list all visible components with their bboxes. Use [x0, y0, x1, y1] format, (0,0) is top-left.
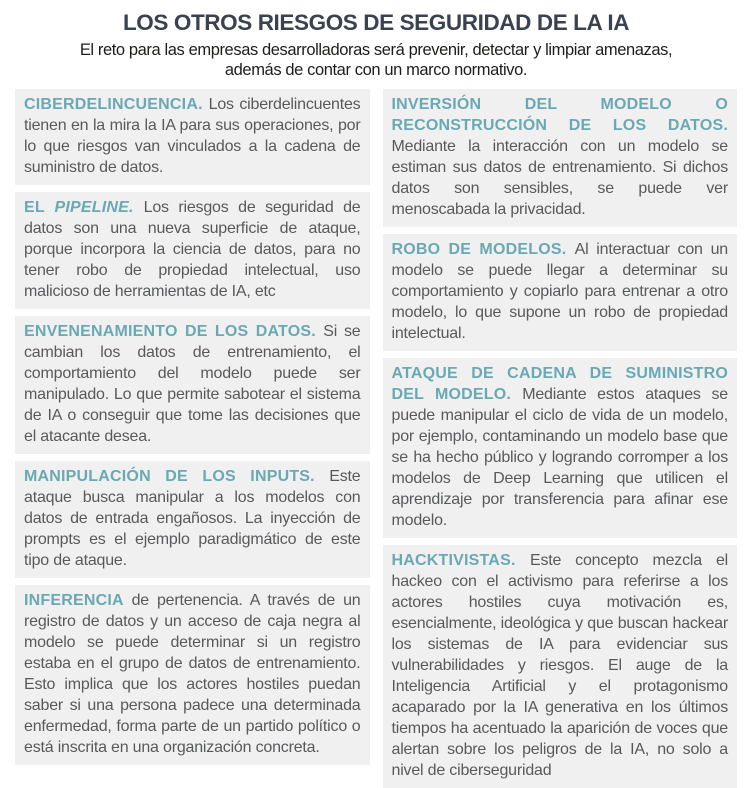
risk-text — [392, 550, 729, 781]
risk-heading: ENVENENAMIENTO DE LOS DATOS. — [24, 323, 324, 341]
risk-heading: ROBO DE MODELOS. — [391, 241, 575, 259]
risk-text — [24, 466, 361, 571]
risk-block-envenenamiento-datos — [15, 316, 370, 454]
risk-text — [24, 94, 361, 178]
risk-text — [392, 94, 729, 220]
risk-heading: EL — [24, 199, 55, 217]
risk-heading: CIBERDELINCUENCIA. — [24, 96, 209, 114]
risk-block-pipeline — [15, 192, 370, 309]
risk-block-hacktivistas — [383, 545, 738, 788]
subtitle-line-2: además de contar con un marco normativo. — [224, 61, 528, 79]
risk-text — [392, 363, 729, 531]
header — [15, 10, 737, 80]
risk-block-inferencia — [15, 585, 370, 765]
risk-heading: HACKTIVISTAS. — [391, 552, 530, 570]
risk-body: Los riesgos de seguridad de datos son una nueva superficie de ataque, porque incorpora la ciencia de datos, para no tener robo de propiedad intelectual, uso malicioso de herramientas de IA, etc — [24, 199, 361, 301]
risk-body: Los ciberdelincuentes tienen en la mira la IA para sus operaciones, por lo que riesgos van vinculados a la cadena de suministro de datos. — [24, 96, 361, 177]
risk-heading: MANIPULACIÓN DE LOS INPUTS. — [24, 468, 330, 486]
risk-body: Si se cambian los datos de entrenamiento, el comportamiento del modelo puede ser manipulado. Lo que permite sabotear el sistema de IA o conseguir que tome las decisiones que el atacante desea. — [24, 323, 361, 446]
subtitle-line-1: El reto para las empresas desarrolladoras será prevenir, detectar y limpiar amenazas, — [79, 40, 673, 59]
risk-heading: ATAQUE DE CADENA DE SUMINISTRO DEL MODELO. — [391, 365, 728, 404]
risk-body: Mediante estos ataques se puede manipular el ciclo de vida de un modelo, por ejemplo, contaminando un modelo base que se ha hecho público y logrando corromper a los modelos de Deep Learning que utilicen el aprendizaje por transferencia para afinar ese modelo. — [391, 386, 728, 530]
risk-body: de pertenencia. A través de un registro de datos y un acceso de caja negra al modelo se puede determinar si un registro estaba en el grupo de datos de entrenamiento. Esto implica que los actores hostiles puedan saber si una persona padece una determinada enfermedad, forma parte de un partido político o está inscrita en una organización concreta. — [24, 592, 361, 757]
risk-text — [24, 321, 361, 447]
risk-body: Este ataque busca manipular a los modelos con datos de entrada engañosos. La inyección de prompts es el ejemplo paradigmático de este tipo de ataque. — [24, 468, 361, 570]
risk-body: Mediante la interacción con un modelo se estiman sus datos de entrenamiento. Si dichos datos son sensibles, se puede ver menoscabada la privacidad. — [391, 138, 728, 219]
page-title: LOS OTROS RIESGOS DE SEGURIDAD DE LA IA — [122, 10, 630, 35]
risk-heading: INVERSIÓN DEL MODELO O RECONSTRUCCIÓN DE LOS DATOS. — [391, 96, 728, 135]
risk-block-ataque-cadena-suministro — [383, 358, 738, 538]
risk-block-robo-modelos — [383, 234, 738, 351]
page-subtitle — [15, 40, 737, 80]
risk-text — [392, 239, 729, 344]
risk-columns — [15, 89, 737, 788]
risk-block-inversion-modelo — [383, 89, 738, 227]
risk-block-ciberdelincuencia — [15, 89, 370, 185]
risk-block-manipulacion-inputs — [15, 461, 370, 578]
right-column — [383, 89, 738, 788]
risk-body: Este concepto mezcla el hackeo con el activismo para referirse a los actores hostiles cuya motivación es, esencialmente, ideológica y que buscan hackear los sistemas de IA para evidenciar sus vulnerabilidades y riesgos. El auge de la Inteligencia Artificial y el protagonismo acaparado por la IA generativa en los últimos tiempos ha acentuado la aparición de voces que alertan sobre los peligros de la IA, no solo a nivel de ciberseguridad — [391, 552, 728, 780]
left-column — [15, 89, 370, 765]
risk-text — [24, 590, 361, 758]
risk-heading: INFERENCIA — [24, 592, 132, 610]
risk-text — [24, 197, 361, 302]
risk-heading-italic: PIPELINE. — [54, 199, 144, 217]
risk-body: Al interactuar con un modelo se puede llegar a determinar su comportamiento y copiarlo para entrenar a otro modelo, lo que supone un robo de propiedad intelectual. — [391, 241, 728, 343]
